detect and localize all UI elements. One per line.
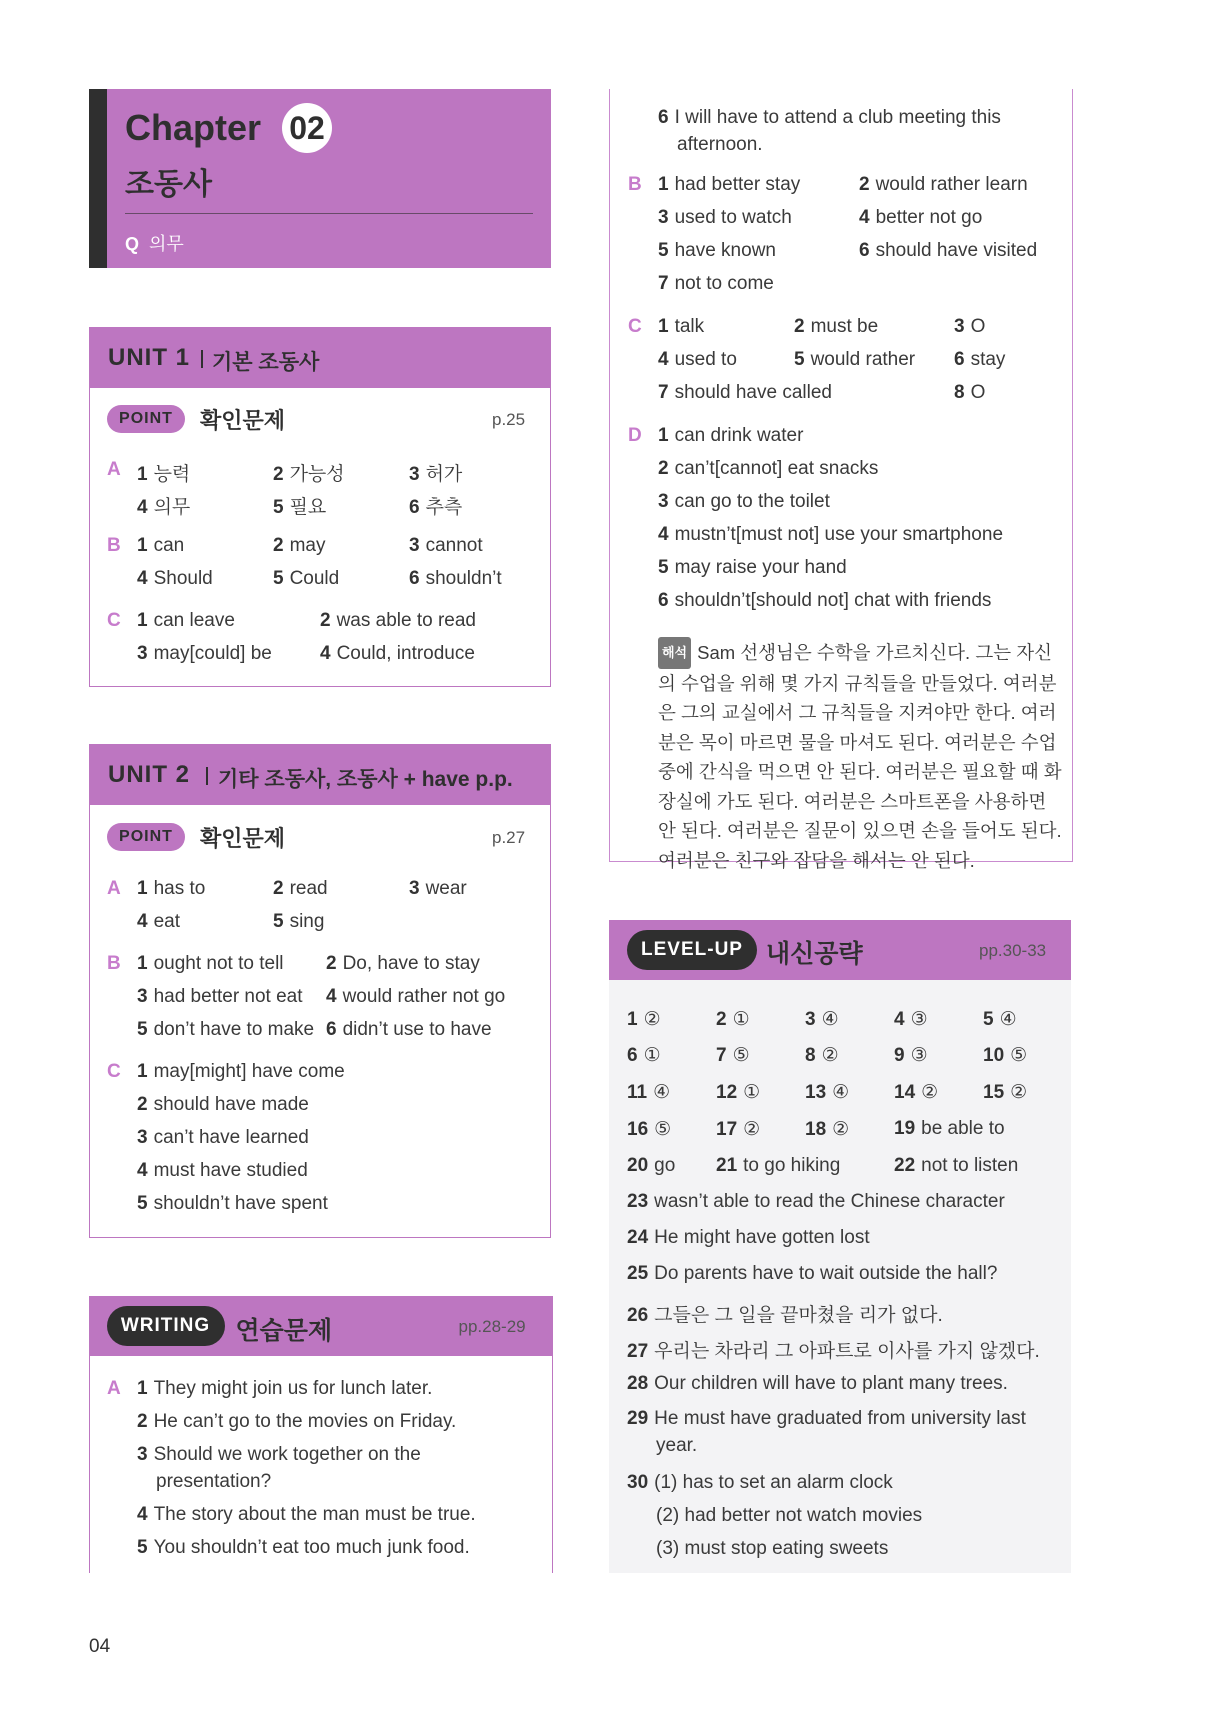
levelup-answer-item: 15 ② <box>983 1082 1028 1103</box>
unit1-b-label: B <box>107 535 121 556</box>
answer-item: 2 must be <box>794 316 879 337</box>
answer-item: 5 You shouldn’t eat too much junk food. <box>137 1537 470 1558</box>
answer-item: 4 better not go <box>859 207 983 228</box>
chapter-header <box>89 89 551 268</box>
unit1-title: 기본 조동사 <box>212 351 320 374</box>
answer-item: 4 eat <box>137 911 180 932</box>
answer-item: 1 can leave <box>137 610 235 631</box>
answer-item: 2 should have made <box>137 1094 309 1115</box>
answer-item: 3 had better not eat <box>137 986 303 1007</box>
unit1-box <box>89 327 551 687</box>
answer-item: 5 may raise your hand <box>658 557 847 578</box>
unit1-point-badge: POINT <box>107 405 185 433</box>
answer-item: 2 He can’t go to the movies on Friday. <box>137 1411 457 1432</box>
answer-item: 5 have known <box>658 240 776 261</box>
answer-item: 4 must have studied <box>137 1160 308 1181</box>
chapter-number: 02 <box>282 103 332 153</box>
writing-a-label: A <box>107 1378 121 1399</box>
answer-item: 6 I will have to attend a club meeting this <box>658 107 1001 128</box>
levelup-answer-item: 25 Do parents have to wait outside the hall? <box>627 1263 998 1284</box>
answer-item: 1 능력 <box>137 464 191 485</box>
writing-badge: WRITING <box>107 1306 225 1346</box>
answer-item: 2 was able to read <box>320 610 476 631</box>
levelup-answer-item: 3 ④ <box>805 1009 839 1030</box>
answer-item: 4 의무 <box>137 497 191 518</box>
unit2-point-badge: POINT <box>107 823 185 851</box>
levelup-title: 내신공략 <box>766 940 863 968</box>
chapter-title: 조동사 <box>125 168 212 201</box>
levelup-answer-continued: (2) had better not watch movies <box>656 1505 923 1526</box>
answer-item: 7 should have called <box>658 382 832 403</box>
answer-item: 5 Could <box>273 568 340 589</box>
unit2-c-label: C <box>107 1061 121 1082</box>
levelup-answer-item: 7 ⑤ <box>716 1045 750 1066</box>
answer-item: 4 The story about the man must be true. <box>137 1504 476 1525</box>
answer-item: 3 can’t have learned <box>137 1127 309 1148</box>
writing-title: 연습문제 <box>235 1317 333 1345</box>
unit2-point-title: 확인문제 <box>200 826 286 851</box>
unit1-point-title: 확인문제 <box>200 408 286 433</box>
answer-item: 2 can’t[cannot] eat snacks <box>658 458 879 479</box>
levelup-answer-item: 28 Our children will have to plant many trees. <box>627 1373 1008 1394</box>
chapter-divider <box>125 213 533 214</box>
levelup-answer-item: 16 ⑤ <box>627 1119 672 1140</box>
levelup-answer-item: 20 go <box>627 1155 676 1176</box>
answer-item: 3 O <box>954 316 986 337</box>
answer-item: 3 can go to the toilet <box>658 491 830 512</box>
answer-item: 6 should have visited <box>859 240 1038 261</box>
levelup-answer-item: 10 ⑤ <box>983 1045 1028 1066</box>
answer-item: 4 would rather not go <box>326 986 506 1007</box>
levelup-header <box>609 920 1071 980</box>
levelup-answer-item: 11 ④ <box>627 1082 671 1103</box>
levelup-badge: LEVEL-UP <box>627 930 757 970</box>
unit1-separator <box>201 350 203 368</box>
unit2-label: UNIT 2 <box>108 761 191 788</box>
unit1-header <box>90 328 550 388</box>
translation-tag: 해석 <box>658 637 691 669</box>
answer-item: 6 추측 <box>409 497 463 518</box>
answer-item: 5 shouldn’t have spent <box>137 1193 328 1214</box>
answer-item: 3 may[could] be <box>137 643 272 664</box>
answer-item: 1 may[might] have come <box>137 1061 345 1082</box>
answer-item: 5 필요 <box>273 497 327 518</box>
answer-item: 5 sing <box>273 911 325 932</box>
answer-item: 3 used to watch <box>658 207 792 228</box>
levelup-answer-item: 24 He might have gotten lost <box>627 1227 870 1248</box>
levelup-answer-item: 22 not to listen <box>894 1155 1019 1176</box>
levelup-answer-item: 18 ② <box>805 1119 850 1140</box>
answer-item: 6 shouldn’t[should not] chat with friends <box>658 590 992 611</box>
levelup-answer-item: 4 ③ <box>894 1009 928 1030</box>
answer-item: 1 had better stay <box>658 174 801 195</box>
levelup-answer-item: 9 ③ <box>894 1045 928 1066</box>
unit2-box <box>89 744 551 1238</box>
levelup-answer-continued: (3) must stop eating sweets <box>656 1538 889 1559</box>
unit2-page-ref: p.27 <box>492 828 526 847</box>
unit1-a-label: A <box>107 459 121 480</box>
levelup-answer-item: 5 ④ <box>983 1009 1017 1030</box>
levelup-page-ref: pp.30-33 <box>979 941 1047 960</box>
writing-box <box>89 1296 553 1573</box>
writing-page-ref: pp.28-29 <box>458 1317 526 1336</box>
answer-item: 4 used to <box>658 349 737 370</box>
translation-text: Sam 선생님은 수학을 가르치신다. 그는 자신의 수업을 위해 몇 가지 규칙들을 만들었다. 여러분은 그의 교실에서 그 규칙들을 지켜야만 한다. 여러분은 목이 마르면 물을 마셔도 된다. 여러분은 수업 중에 간식을 먹으면 안 된다. 여러분은 필요할 때 화장실에 가도 된다. 여러분은 스마트폰을 사용하면 안 된다. 여러분은 질문이 있으면 손을 들어도 된다. 여러분은 친구와 잡담을 해서는 안 된다. <box>658 642 1062 871</box>
answer-item-continued: afternoon. <box>677 134 763 155</box>
translation-paragraph <box>658 637 1063 875</box>
levelup-answer-item: 12 ① <box>716 1082 761 1103</box>
levelup-answer-item: 27 우리는 차라리 그 아파트로 이사를 가지 않겠다. <box>627 1341 1040 1362</box>
levelup-answer-item: 23 wasn’t able to read the Chinese character <box>627 1191 1005 1212</box>
levelup-answer-item: 6 ① <box>627 1045 661 1066</box>
levelup-answer-item: 29 He must have graduated from university last <box>627 1408 1026 1429</box>
answer-item: 2 may <box>273 535 326 556</box>
answer-item: 1 talk <box>658 316 705 337</box>
levelup-answer-item: 17 ② <box>716 1119 761 1140</box>
levelup-answer-item: 2 ① <box>716 1009 750 1030</box>
unit1-label: UNIT 1 <box>108 344 191 371</box>
answer-item: 1 can drink water <box>658 425 804 446</box>
right-d-label: D <box>628 425 642 446</box>
levelup-answer-item: 1 ② <box>627 1009 661 1030</box>
answer-item: 7 not to come <box>658 273 774 294</box>
levelup-answer-continued: year. <box>656 1435 698 1456</box>
page-number: 04 <box>89 1636 111 1657</box>
right-b-label: B <box>628 174 642 195</box>
levelup-answer-item: 13 ④ <box>805 1082 850 1103</box>
right-answers-box <box>609 89 1073 871</box>
unit1-page-ref: p.25 <box>492 410 526 429</box>
answer-item: 2 read <box>273 878 328 899</box>
answer-item: 8 O <box>954 382 986 403</box>
writing-header <box>89 1296 552 1356</box>
unit1-c-label: C <box>107 610 121 631</box>
answer-item: 1 ought not to tell <box>137 953 284 974</box>
answer-item: 4 Should <box>137 568 213 589</box>
chapter-label: Chapter <box>125 107 262 148</box>
answer-item: 3 wear <box>409 878 467 899</box>
unit2-a-label: A <box>107 878 121 899</box>
answer-item: 4 mustn’t[must not] use your smartphone <box>658 524 1004 545</box>
answer-item: 2 would rather learn <box>859 174 1028 195</box>
answer-item: 2 Do, have to stay <box>326 953 480 974</box>
answer-item: 3 cannot <box>409 535 483 556</box>
levelup-answer-item: 30 (1) has to set an alarm clock <box>627 1472 893 1493</box>
levelup-answer-item: 14 ② <box>894 1082 939 1103</box>
levelup-answer-item: 21 to go hiking <box>716 1155 841 1176</box>
answer-item: 6 shouldn’t <box>409 568 502 589</box>
unit2-b-label: B <box>107 953 121 974</box>
answer-item: 6 didn’t use to have <box>326 1019 492 1040</box>
chapter-question <box>125 230 184 256</box>
unit2-header <box>90 745 550 805</box>
q-text: 의무 <box>149 234 184 254</box>
answer-item-continued: presentation? <box>156 1471 272 1492</box>
answer-item: 3 허가 <box>409 464 463 485</box>
answer-item: 4 Could, introduce <box>320 643 475 664</box>
q-mark: Q <box>125 234 140 254</box>
answer-item: 2 가능성 <box>273 464 345 485</box>
answer-item: 1 They might join us for lunch later. <box>137 1378 433 1399</box>
answer-item: 6 stay <box>954 349 1006 370</box>
levelup-answer-item: 8 ② <box>805 1045 839 1066</box>
answer-item: 5 would rather <box>794 349 916 370</box>
answer-item: 1 can <box>137 535 185 556</box>
answer-item: 3 Should we work together on the <box>137 1444 421 1465</box>
right-c-label: C <box>628 316 642 337</box>
answer-item: 5 don’t have to make <box>137 1019 315 1040</box>
levelup-answer-item: 19 be able to <box>894 1118 1005 1139</box>
chapter-side-bar <box>89 89 107 268</box>
answer-item: 1 has to <box>137 878 206 899</box>
unit2-title: 기타 조동사, 조동사 + have p.p. <box>218 768 513 791</box>
levelup-box <box>609 920 1071 1573</box>
unit2-separator <box>206 767 208 785</box>
levelup-answer-item: 26 그들은 그 일을 끝마쳤을 리가 없다. <box>627 1305 943 1326</box>
